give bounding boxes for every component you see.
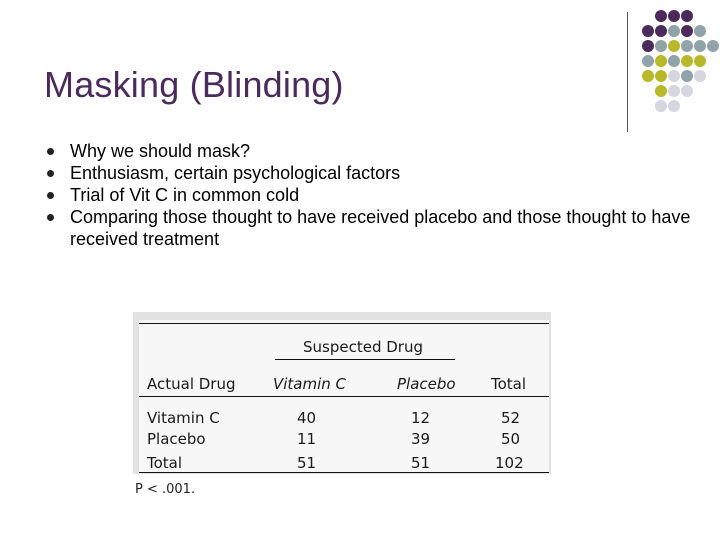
decorative-dot — [668, 40, 680, 52]
table-body — [139, 320, 549, 472]
bullet-text: Enthusiasm, certain psychological factors — [70, 163, 401, 183]
decorative-dot — [668, 10, 680, 22]
bullet-text: Comparing those thought to have received placebo and those thought to have received treatment — [70, 207, 691, 249]
table-rule-header — [139, 396, 549, 397]
decorative-dot — [655, 100, 667, 112]
table-cell: 39 — [411, 430, 431, 448]
table-cell: 11 — [297, 430, 317, 448]
table-cell: 51 — [411, 454, 431, 472]
decorative-dot — [707, 40, 719, 52]
group-header-rule — [275, 359, 455, 360]
table-cell: 52 — [501, 409, 521, 427]
decorative-dot — [694, 25, 706, 37]
decorative-dot — [655, 70, 667, 82]
slide-title: Masking (Blinding) — [44, 64, 344, 105]
decorative-dot — [655, 10, 667, 22]
decorative-dot — [668, 70, 680, 82]
table-cell: 102 — [495, 454, 524, 472]
bullet-item — [46, 162, 696, 184]
decorative-dot — [681, 85, 693, 97]
table-group-header: Suspected Drug — [303, 338, 423, 356]
decorative-dot-grid — [638, 10, 718, 120]
bullet-icon — [47, 192, 54, 199]
bullet-item — [46, 140, 696, 162]
table-rule-bottom — [139, 472, 549, 473]
decorative-dot — [681, 55, 693, 67]
table-cell: 12 — [411, 409, 431, 427]
decorative-dot — [681, 40, 693, 52]
decorative-dot — [655, 85, 667, 97]
bullet-text: Trial of Vit C in common cold — [70, 185, 300, 205]
row-label: Total — [147, 454, 183, 472]
decorative-divider — [627, 12, 628, 132]
decorative-dot — [681, 70, 693, 82]
column-header-actual-drug: Actual Drug — [147, 375, 236, 393]
decorative-dot — [668, 85, 680, 97]
decorative-dot — [694, 70, 706, 82]
bullet-item — [46, 184, 696, 206]
table-cell: 40 — [297, 409, 317, 427]
decorative-dot — [642, 70, 654, 82]
table-cell: 51 — [297, 454, 317, 472]
decorative-dot — [655, 55, 667, 67]
decorative-dot — [642, 40, 654, 52]
table-cell: 50 — [501, 430, 521, 448]
decorative-dot — [694, 40, 706, 52]
column-header-placebo: Placebo — [397, 375, 456, 393]
column-header-vitamin-c: Vitamin C — [273, 375, 347, 393]
decorative-dot — [642, 55, 654, 67]
bullet-text: Why we should mask? — [70, 141, 251, 161]
bullet-item — [46, 206, 696, 250]
column-header-total: Total — [491, 375, 527, 393]
decorative-dot — [668, 100, 680, 112]
table-rule-top — [139, 323, 549, 324]
results-table — [133, 312, 551, 474]
decorative-dot — [681, 10, 693, 22]
row-label: Vitamin C — [147, 409, 220, 427]
decorative-dot — [694, 55, 706, 67]
table-footnote: P < .001. — [135, 482, 196, 497]
bullet-icon — [47, 170, 54, 177]
bullet-icon — [47, 214, 54, 221]
decorative-dot — [668, 25, 680, 37]
decorative-dot — [655, 40, 667, 52]
bullet-icon — [47, 148, 54, 155]
row-label: Placebo — [147, 430, 206, 448]
decorative-dot — [655, 25, 667, 37]
decorative-dot — [668, 55, 680, 67]
decorative-dot — [642, 25, 654, 37]
decorative-dot — [681, 25, 693, 37]
bullet-list — [46, 140, 696, 250]
